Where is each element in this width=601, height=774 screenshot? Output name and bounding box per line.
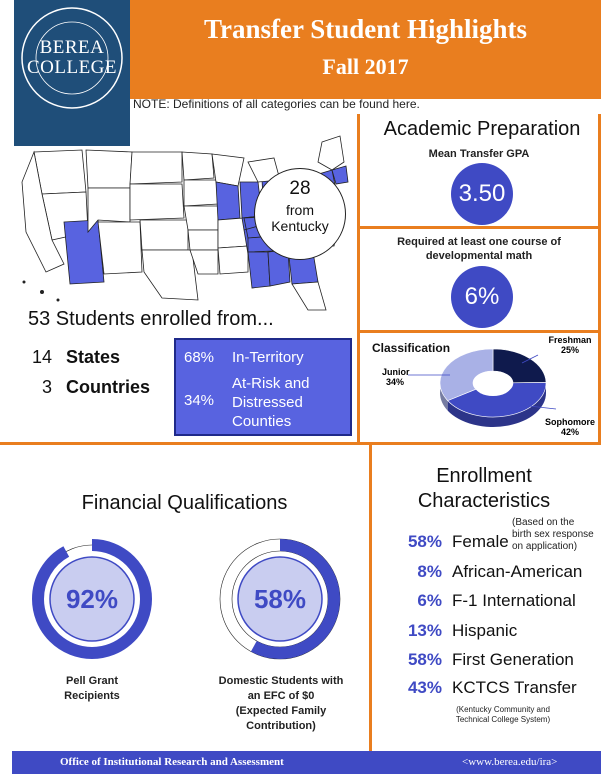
pell-value: 92% (65, 584, 119, 614)
at-risk-line-3: Counties (232, 413, 292, 430)
enrollment-heading-2: Characteristics (417, 490, 551, 512)
enrollment-row-first-generation (398, 650, 574, 676)
enrollment-row-african-american (398, 562, 582, 588)
academic-heading: Academic Preparation (383, 118, 581, 140)
logo-line-1: BEREA (39, 37, 105, 58)
kctcs-pct: 43% (407, 678, 442, 697)
female-note (512, 517, 594, 553)
female-pct: 58% (407, 532, 442, 551)
in-territory-label: In-Territory (232, 349, 304, 366)
hispanic-pct: 13% (407, 621, 442, 640)
dev-math-line-1: Required at least one course of (397, 236, 561, 248)
african-american-label: African-American (452, 562, 583, 581)
at-risk-line-2: Distressed (232, 394, 303, 411)
at-risk-pct: 34% (184, 392, 215, 409)
dev-math-line-2: developmental math (425, 250, 533, 262)
enrolled-from-heading: 53 Students enrolled from... (28, 308, 274, 330)
label-junior: Junior (382, 367, 410, 377)
logo-line-2: COLLEGE (26, 57, 118, 78)
countries-count: 3 (42, 377, 53, 397)
kentucky-count: 28 (289, 178, 311, 199)
territory-box (174, 338, 352, 436)
first-generation-label: First Generation (452, 650, 574, 669)
female-note-1: (Based on the (512, 517, 575, 528)
pell-line-2: Recipients (64, 690, 120, 702)
in-territory-pct: 68% (184, 349, 215, 366)
international-label: F-1 International (452, 591, 576, 610)
donut-hole (475, 376, 511, 396)
at-risk-label (232, 374, 310, 431)
pell-line-1: Pell Grant (66, 675, 118, 687)
efc-line-3: (Expected Family (235, 705, 327, 717)
african-american-pct: 8% (417, 562, 442, 581)
enrollment-row-international (398, 591, 576, 617)
enrollment-row-kctcs (398, 678, 577, 704)
efc-line-4: Contribution) (246, 720, 316, 732)
value-sophomore: 42% (560, 427, 580, 437)
female-label: Female (452, 532, 509, 551)
divider-academic-1 (360, 226, 601, 229)
kentucky-from: from (286, 202, 314, 218)
footer-office: Office of Institutional Research and Assessment (60, 756, 284, 768)
page-title: Transfer Student Highlights (203, 14, 528, 44)
enrollment-heading-1: Enrollment (436, 465, 532, 487)
gpa-label: Mean Transfer GPA (428, 148, 530, 160)
states-label: States (66, 347, 121, 367)
states-count: 14 (32, 347, 53, 367)
page-subtitle: Fall 2017 (322, 54, 409, 79)
divider-academic-2 (360, 330, 601, 333)
female-note-2: birth sex response (512, 529, 594, 540)
efc-line-2: an EFC of $0 (247, 690, 315, 702)
countries-label: Countries (66, 377, 151, 397)
at-risk-line-1: At-Risk and (232, 375, 310, 392)
kctcs-note-1: (Kentucky Community and (456, 705, 550, 714)
footer-url-link[interactable]: <www.berea.edu/ira> (462, 756, 558, 768)
definitions-note-link[interactable]: NOTE: Definitions of all categories can be found here. (133, 97, 420, 111)
enrollment-row-female (398, 532, 509, 558)
kctcs-label: KCTCS Transfer (452, 678, 577, 697)
value-freshman: 25% (560, 345, 580, 355)
value-junior: 34% (386, 377, 405, 387)
dev-math-label (362, 235, 596, 263)
kctcs-note-2: Technical College System) (455, 715, 551, 724)
kentucky-callout (254, 168, 346, 260)
kentucky-label: Kentucky (271, 218, 329, 234)
hispanic-label: Hispanic (452, 621, 518, 640)
classification-chart (360, 335, 598, 440)
states-stat (32, 347, 120, 368)
efc-line-1: Domestic Students with (218, 675, 344, 687)
female-note-3: on application) (512, 541, 578, 552)
efc-label (198, 674, 364, 734)
label-freshman: Freshman (548, 335, 592, 345)
dev-math-value: 6% (451, 266, 513, 328)
pell-label (30, 674, 154, 704)
gpa-value: 3.50 (451, 163, 513, 225)
divider-horizontal-mid (0, 442, 601, 445)
classification-heading: Classification (372, 341, 451, 355)
first-generation-pct: 58% (407, 650, 442, 669)
international-pct: 6% (417, 591, 442, 610)
logo-wordmark (14, 38, 130, 78)
label-sophomore: Sophomore (544, 417, 596, 427)
countries-stat (42, 377, 150, 398)
enrollment-heading (372, 464, 596, 514)
enrollment-row-hispanic (398, 621, 517, 647)
financial-heading: Financial Qualifications (81, 492, 288, 514)
kctcs-note (448, 705, 558, 725)
efc-value: 58% (253, 584, 307, 614)
